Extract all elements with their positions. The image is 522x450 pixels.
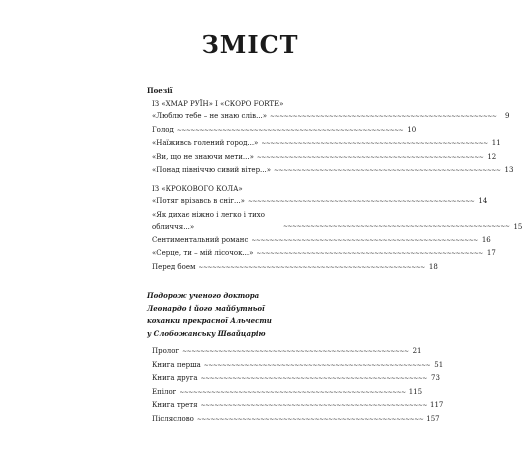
page-number: 18: [428, 262, 438, 271]
toc-entry[interactable]: [147, 345, 422, 359]
page-number: 21: [412, 347, 422, 355]
toc-entry[interactable]: [147, 413, 440, 427]
entry-title: «Ви, що не знаючи мети...»: [152, 152, 254, 161]
dotted-leader: ~~~~~~~~~~~~~~~~~~~~~~~~~~~~~~~~~~~~~~~~~~~~~~~~~~: [274, 167, 501, 174]
toc-entry[interactable]: [147, 399, 444, 413]
novel-title-line: Подорож ученого доктора: [147, 291, 260, 300]
page-number: 17: [486, 249, 496, 257]
section-heading-poems: Поезії: [147, 86, 173, 95]
entry-title: Сентиментальний романс: [152, 235, 249, 244]
toc-entry[interactable]: [147, 195, 488, 209]
toc-entry[interactable]: [147, 386, 423, 400]
page-number: 73: [431, 374, 440, 382]
section-heading-novel: [147, 290, 319, 340]
toc-entry[interactable]: [147, 164, 514, 178]
dotted-leader: ~~~~~~~~~~~~~~~~~~~~~~~~~~~~~~~~~~~~~~~~~~~~~~~~~~: [256, 250, 483, 257]
page-title: ЗМІСТ: [201, 30, 299, 59]
novel-title-line: коханки прекрасної Альчести: [147, 316, 272, 325]
page-number: 14: [478, 197, 488, 205]
dotted-leader: ~~~~~~~~~~~~~~~~~~~~~~~~~~~~~~~~~~~~~~~~~~~~~~~~~~: [198, 263, 425, 271]
page-number: 10: [407, 125, 417, 134]
entry-title: Книга третя: [152, 401, 198, 409]
entry-title: Перед боем: [152, 262, 196, 271]
dotted-leader: ~~~~~~~~~~~~~~~~~~~~~~~~~~~~~~~~~~~~~~~~~~~~~~~~~~: [200, 402, 427, 409]
dotted-leader: ~~~~~~~~~~~~~~~~~~~~~~~~~~~~~~~~~~~~~~~~~~~~~~~~~~: [283, 223, 510, 230]
toc-entry[interactable]: [147, 137, 501, 151]
entry-title: Книга перша: [152, 360, 201, 369]
novel-title-line: Леонардо і його майбутньої: [147, 303, 265, 313]
dotted-leader: ~~~~~~~~~~~~~~~~~~~~~~~~~~~~~~~~~~~~~~~~~~~~~~~~~~: [251, 236, 478, 244]
page-number: 157: [426, 414, 440, 423]
entry-title: Пролог: [152, 347, 180, 355]
dotted-leader: ~~~~~~~~~~~~~~~~~~~~~~~~~~~~~~~~~~~~~~~~~~~~~~~~~~: [200, 375, 427, 382]
page-number: 15: [513, 223, 522, 231]
page-number: 9: [504, 112, 510, 120]
dotted-leader: ~~~~~~~~~~~~~~~~~~~~~~~~~~~~~~~~~~~~~~~~~~~~~~~~~~: [182, 348, 409, 355]
toc-entry[interactable]: [147, 234, 491, 248]
toc-entry[interactable]: [147, 209, 522, 234]
subsection-title-1: ІЗ «ХМАР РУЇН» І «СКОРО FORTE»: [152, 99, 284, 108]
novel-title-line: у Слобожанську Швайцарію: [147, 328, 266, 338]
page-number: 117: [429, 401, 444, 409]
dotted-leader: ~~~~~~~~~~~~~~~~~~~~~~~~~~~~~~~~~~~~~~~~~~~~~~~~~~: [179, 388, 406, 396]
entry-title: Епілог: [152, 387, 177, 396]
dotted-leader: ~~~~~~~~~~~~~~~~~~~~~~~~~~~~~~~~~~~~~~~~~~~~~~~~~~: [196, 415, 424, 423]
dotted-leader: ~~~~~~~~~~~~~~~~~~~~~~~~~~~~~~~~~~~~~~~~~~~~~~~~~~: [176, 126, 404, 134]
toc-entry[interactable]: [147, 247, 496, 261]
page-number: 13: [504, 166, 514, 174]
page-number: 51: [434, 360, 444, 369]
entry-title: «Потяг врізавсь в сніг...»: [152, 197, 245, 205]
page-number: 12: [487, 152, 497, 161]
dotted-leader: ~~~~~~~~~~~~~~~~~~~~~~~~~~~~~~~~~~~~~~~~~~~~~~~~~~: [270, 113, 497, 120]
page-number: 11: [491, 139, 501, 147]
dotted-leader: ~~~~~~~~~~~~~~~~~~~~~~~~~~~~~~~~~~~~~~~~~~~~~~~~~~: [203, 361, 431, 369]
subsection-title-2: ІЗ «КРОКОВОГО КОЛА»: [152, 184, 243, 193]
toc-entry[interactable]: [147, 124, 417, 138]
entry-title: Голод: [152, 125, 174, 134]
entry-title: «Як дихає ніжно і легко і тихо обличчя...»: [152, 210, 265, 231]
entry-title: «Наїживсь голений город...»: [152, 139, 259, 147]
toc-entry[interactable]: [147, 151, 497, 165]
dotted-leader: ~~~~~~~~~~~~~~~~~~~~~~~~~~~~~~~~~~~~~~~~~~~~~~~~~~: [247, 198, 475, 205]
page-number: 115: [408, 387, 423, 396]
toc-entry[interactable]: [147, 261, 438, 275]
toc-entry[interactable]: [147, 372, 440, 386]
toc-entry[interactable]: [147, 110, 510, 124]
dotted-leader: ~~~~~~~~~~~~~~~~~~~~~~~~~~~~~~~~~~~~~~~~~~~~~~~~~~: [261, 140, 488, 147]
entry-title: Післяслово: [152, 414, 194, 423]
dotted-leader: ~~~~~~~~~~~~~~~~~~~~~~~~~~~~~~~~~~~~~~~~~~~~~~~~~~: [256, 153, 484, 161]
entry-title: Книга друга: [152, 374, 198, 382]
page-number: 16: [481, 235, 491, 244]
toc-entry[interactable]: [147, 359, 444, 373]
entry-title: «Понад північчю сивий вітер...»: [152, 166, 272, 174]
table-of-contents: [147, 85, 522, 426]
entry-title: «Серце, ти – мій лісочок...»: [152, 249, 254, 257]
entry-title: «Люблю тебе – не знаю слів...»: [152, 112, 268, 120]
